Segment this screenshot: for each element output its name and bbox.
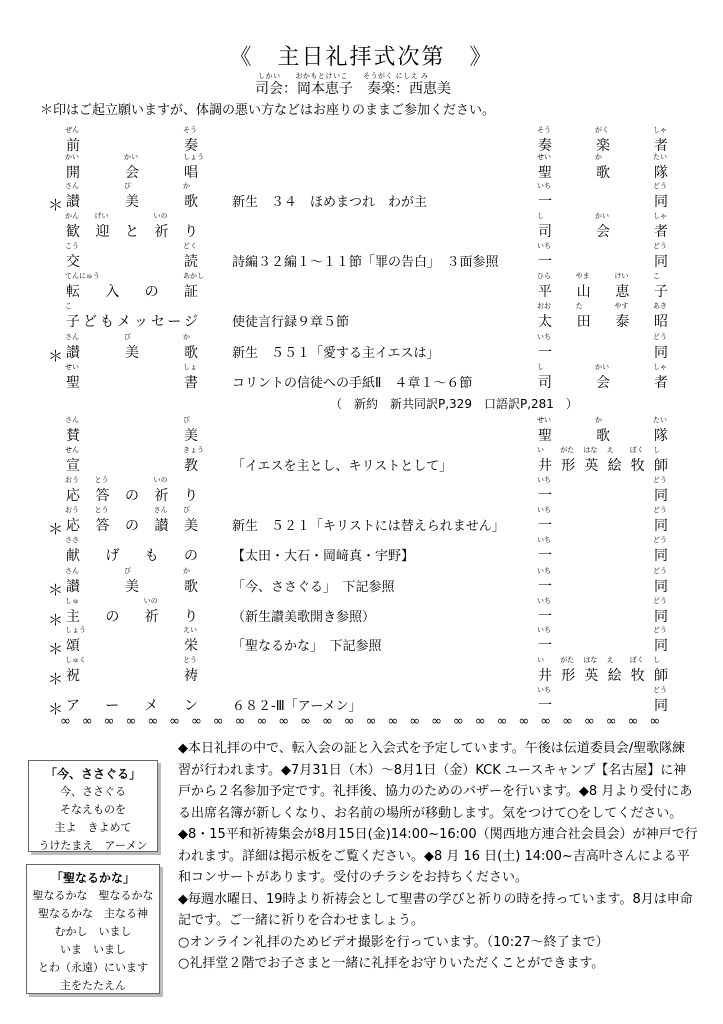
ruby-reading: かん: [65, 212, 79, 220]
order-row: [0, 182, 723, 214]
ruby-reading: さん: [153, 506, 168, 514]
order-item-content: 「イエスを主とし、キリストとして」: [232, 459, 453, 474]
ruby-reading: どう: [653, 597, 667, 605]
ruby-reading: どう: [653, 686, 667, 694]
order-item-name: 讃美歌: [66, 194, 198, 210]
announcement: ◆本日礼拝の中で、転入会の証と入会式を予定しています。午後は伝道委員会/聖歌隊練習が行われます。◆7月31日（木）～8月1日（金）KCK ユースキャンプ【名古屋】に神戸から２名参加予定です。礼拝後、協力のためのバザーを行います。◆8 月より受付にある出席名簿が新しくなり、お名前の場所が移動します。気をつけて○をしてください。: [178, 741, 693, 821]
hymn-line: 聖なるかな 聖なるかな: [32, 889, 154, 902]
ruby-reading: どう: [653, 333, 667, 341]
hymn-line: とわ（永遠）にいます: [38, 961, 148, 974]
announcement: ◆8・15平和祈祷集会が8月15日(金)14:00~16:00（関西地方連合社会員会）が神戸で行われます。詳細は掲示板をご覧ください。◆8 月 16 日(土) 14:00~吉高叶さんによる平和コンサートがあります。受付のチラシをお持ちください。: [178, 827, 698, 885]
order-item-name: アーメン: [66, 698, 198, 714]
order-item-leader: 一同: [538, 638, 668, 654]
ruby-reading: せい: [537, 416, 551, 424]
standing-mark: ＊: [48, 581, 64, 599]
ruby-reading: さん: [65, 182, 79, 190]
ruby-reading: か: [183, 567, 190, 575]
ruby-reading: どう: [653, 242, 667, 250]
order-item-leader: 一同: [538, 698, 668, 714]
order-item-content: （新生讃美歌開き参照）: [232, 610, 376, 625]
ruby-reading: ぼく: [629, 446, 644, 454]
ruby-reading: いち: [537, 476, 551, 484]
hymn-line: 主よ きよめて: [54, 821, 132, 834]
order-item-name: 讃美歌: [66, 579, 198, 595]
order-item-name: 前奏: [66, 138, 198, 154]
ruby-reading: あき: [653, 302, 667, 310]
order-item-leader: 一同: [538, 345, 668, 361]
order-row: [0, 567, 723, 599]
ruby-reading: しゃ: [653, 126, 667, 134]
ruby-reading: たい: [653, 416, 667, 424]
ruby-reading: さん: [65, 567, 79, 575]
ruby-reading: ぼく: [629, 656, 644, 664]
order-row: [0, 536, 723, 568]
order-item-leader: 一同: [538, 548, 668, 564]
ruby-reading: し: [537, 363, 544, 371]
ruby-reading: がく: [595, 126, 609, 134]
standing-mark: ＊: [48, 640, 64, 658]
order-item-name: 讃美歌: [66, 345, 198, 361]
order-item-leader: 聖歌隊: [538, 165, 668, 181]
order-item-name: 応答の祈り: [66, 488, 198, 504]
ruby-reading: どく: [183, 242, 197, 250]
ruby-reading: び: [124, 182, 131, 190]
order-item-leader: 奏楽者: [538, 138, 668, 154]
order-item-content: 新生 ５５１「愛する主イエスは」: [232, 346, 440, 361]
ruby-reading: どう: [653, 476, 667, 484]
ruby-reading: び: [183, 416, 190, 424]
order-item-leader: 一同: [538, 579, 668, 595]
order-item-leader: 司会者: [538, 224, 668, 240]
ruby-reading: かい: [595, 363, 609, 371]
order-item-leader: 平山恵子: [538, 284, 668, 300]
order-item-name: 開会唱: [66, 165, 198, 181]
standing-mark: ＊: [48, 611, 64, 629]
order-item-name: 宣教: [66, 458, 198, 474]
order-row: [0, 597, 723, 629]
ruby-reading: どう: [653, 182, 667, 190]
ruby-reading: ささ: [65, 536, 79, 544]
ruby-reading: え: [606, 446, 614, 454]
ruby-reading: がた: [560, 656, 575, 664]
ruby-reading: いち: [537, 626, 551, 634]
ruby-reading: か: [595, 416, 602, 424]
order-item-content: コリントの信徒への手紙Ⅱ ４章１～６節: [232, 376, 473, 391]
ruby-reading: いの: [153, 476, 168, 484]
ruby-reading: たい: [653, 153, 667, 161]
order-row: [0, 272, 723, 304]
order-item-name: 主の祈り: [66, 609, 198, 625]
ruby-reading: とう: [94, 476, 109, 484]
order-item-content: 「今、ささぐる」 下記参照: [232, 580, 395, 595]
announcements: [178, 738, 698, 975]
ruby-reading: しゅく: [65, 656, 86, 664]
page-title: 《 主日礼拝式次第 》: [229, 45, 494, 70]
ruby-reading: とう: [183, 656, 197, 664]
standing-mark: ＊: [48, 196, 64, 214]
ruby-reading: び: [124, 567, 131, 575]
order-item-content: 新生 ３４ ほめまつれ わが主: [232, 195, 428, 210]
ruby-reading: せい: [537, 153, 551, 161]
ruby-reading: どう: [653, 626, 667, 634]
order-item-name: 頌栄: [66, 638, 198, 654]
order-row: [0, 506, 723, 538]
ruby-reading: か: [183, 333, 190, 341]
ruby-reading: しゅ: [65, 597, 79, 605]
ruby-reading: やま: [575, 272, 590, 280]
ruby-reading: かい: [65, 153, 79, 161]
ruby-reading: さん: [65, 333, 79, 341]
ruby-reading: いち: [537, 536, 551, 544]
ruby-reading: こ: [653, 272, 660, 280]
order-item-name: 転入の証: [66, 284, 198, 300]
ruby-reading: いち: [537, 182, 551, 190]
ruby-reading: きょう: [183, 446, 204, 454]
order-row: [0, 242, 723, 274]
order-row: [0, 126, 723, 158]
ruby-reading: こ: [65, 302, 72, 310]
ruby-reading: おう: [65, 506, 79, 514]
order-item-content: 【太田・大石・岡﨑真・宇野】: [232, 549, 415, 564]
ruby-reading: いち: [537, 597, 551, 605]
order-row: [0, 416, 723, 448]
order-item-name: 歓迎と祈り: [66, 224, 198, 240]
ruby-reading: か: [183, 182, 190, 190]
ruby-reading: いち: [537, 567, 551, 575]
order-row: [0, 302, 723, 334]
order-row: [0, 153, 723, 185]
ruby-reading: かい: [595, 212, 609, 220]
ruby-reading: こう: [65, 242, 79, 250]
ruby-reading: おお: [537, 302, 551, 310]
ruby-reading: そう: [183, 126, 197, 134]
ruby-reading: おう: [65, 476, 79, 484]
hymn-line: うけたまえ アーメン: [38, 839, 148, 852]
decorative-divider: ∞∞∞∞∞∞∞∞∞∞∞∞∞∞∞∞∞∞∞∞∞∞∞∞∞∞∞∞: [60, 714, 672, 729]
order-item-content: 新生 ５２１「キリストには替えられません」: [232, 519, 505, 534]
officiant-ruby: しかい おかもとけいこ そうがく にしえ み: [258, 72, 429, 80]
order-row: [0, 446, 723, 478]
hymn-line: いま いまし: [60, 943, 126, 956]
ruby-reading: しょ: [183, 363, 197, 371]
ruby-reading: せん: [65, 446, 79, 454]
order-item-name: 交読: [66, 254, 198, 270]
order-item-leader: 一同: [538, 609, 668, 625]
hymn-line: 主をたたえん: [60, 979, 126, 992]
ruby-reading: どう: [653, 567, 667, 575]
ruby-reading: た: [575, 302, 583, 310]
announcement: ◆毎週水曜日、19時より祈祷会として聖書の学びと祈りの時を持っています。8月は申命記です。ご一緒に祈りを合わせましょう。: [178, 891, 693, 928]
announcement: ○礼拝堂２階でお子さまと一緒に礼拝をお守りいただくことができます。: [178, 956, 605, 971]
order-item-leader: 井形英絵牧師: [538, 668, 668, 684]
standing-mark: ＊: [48, 700, 64, 718]
order-item-leader: 司会者: [538, 375, 668, 391]
order-item-leader: 一同: [538, 194, 668, 210]
ruby-reading: しゃ: [653, 212, 667, 220]
ruby-reading: いち: [537, 333, 551, 341]
ruby-reading: いち: [537, 686, 551, 694]
ruby-reading: いち: [537, 506, 551, 514]
ruby-reading: しょう: [183, 153, 204, 161]
order-item-name: 祝祷: [66, 668, 198, 684]
order-row: [0, 626, 723, 658]
order-item-name: 子どもメッセージ: [66, 314, 198, 330]
order-row: [0, 656, 723, 688]
ruby-reading: い: [537, 446, 544, 454]
order-item-name: 応答の讃美: [66, 518, 198, 534]
ruby-reading: しょう: [65, 626, 86, 634]
ruby-reading: ひら: [537, 272, 551, 280]
ruby-reading: ぜん: [65, 126, 79, 134]
ruby-reading: けい: [614, 272, 629, 280]
ruby-reading: せい: [65, 363, 79, 371]
hymn-line: そなえものを: [60, 803, 126, 816]
order-row: [0, 212, 723, 244]
order-item-content: 使徒言行録９章５節: [232, 315, 350, 330]
order-item-leader: 一同: [538, 488, 668, 504]
ruby-reading: はな: [583, 446, 598, 454]
ruby-reading: し: [537, 212, 544, 220]
hymn-line: むかし いまし: [54, 925, 132, 938]
ruby-reading: び: [124, 333, 131, 341]
ruby-reading: び: [183, 506, 190, 514]
ruby-reading: いち: [537, 242, 551, 250]
ruby-reading: し: [653, 656, 660, 664]
order-item-leader: 聖歌隊: [538, 428, 668, 444]
order-item-content: 詩編３２編１～１１節「罪の告白」 ３面参照: [232, 255, 499, 270]
ruby-reading: いの: [143, 597, 158, 605]
officiant-line: 司会：岡本恵子 奏楽：西恵美: [255, 81, 451, 97]
hymn-line: 今、ささぐる: [60, 785, 126, 798]
order-item-leader: 井形英絵牧師: [538, 458, 668, 474]
ruby-reading: どう: [653, 536, 667, 544]
ruby-reading: そう: [537, 126, 551, 134]
announcement: ○オンライン礼拝のためビデオ撮影を行っています。（10:27～終了まで）: [178, 934, 609, 950]
ruby-reading: がた: [560, 446, 575, 454]
ruby-reading: はな: [583, 656, 598, 664]
hymn-title: 「今、ささぐる」: [44, 767, 141, 781]
standing-mark: ＊: [48, 347, 64, 365]
ruby-reading: か: [595, 153, 602, 161]
order-row: [0, 476, 723, 508]
ruby-reading: げい: [94, 212, 109, 220]
order-item-name: 聖書: [66, 375, 198, 391]
ruby-reading: かい: [124, 153, 138, 161]
order-item-name: 献げもの: [66, 548, 198, 564]
hymn-line: 聖なるかな 主なる神: [38, 907, 148, 920]
standing-mark: ＊: [48, 520, 64, 538]
ruby-reading: しゃ: [653, 363, 667, 371]
order-row: [0, 333, 723, 365]
ruby-reading: えい: [183, 626, 197, 634]
ruby-reading: あかし: [183, 272, 204, 280]
order-item-leader: 一同: [538, 254, 668, 270]
ruby-reading: やす: [614, 302, 629, 310]
ruby-reading: どう: [653, 506, 667, 514]
ruby-reading: い: [537, 656, 544, 664]
order-item-content: 「聖なるかな」 下記参照: [232, 639, 382, 654]
ruby-reading: し: [653, 446, 660, 454]
order-item-leader: 一同: [538, 518, 668, 534]
hymn-box-sei-naru-kana: [26, 864, 160, 994]
order-item-name: 賛美: [66, 428, 198, 444]
standing-note: ＊印はご起立願いますが、体調の悪い方などはお座りのままご参加ください。: [40, 103, 496, 118]
ruby-reading: いの: [153, 212, 168, 220]
hymn-title: 「聖なるかな」: [50, 871, 135, 885]
standing-mark: ＊: [48, 670, 64, 688]
order-item-content: ６８２-Ⅲ「アーメン」: [232, 699, 362, 714]
ruby-reading: え: [606, 656, 614, 664]
ruby-reading: とう: [94, 506, 109, 514]
hymn-box-ima-sasaguru: [28, 760, 158, 852]
ruby-reading: さん: [65, 416, 79, 424]
ruby-reading: てんにゅう: [65, 272, 100, 280]
order-item-leader: 太田泰昭: [538, 314, 668, 330]
scripture-citation: （ 新約 新共同訳P,329 口語訳P,281 ）: [330, 397, 578, 411]
order-row: [0, 363, 723, 395]
